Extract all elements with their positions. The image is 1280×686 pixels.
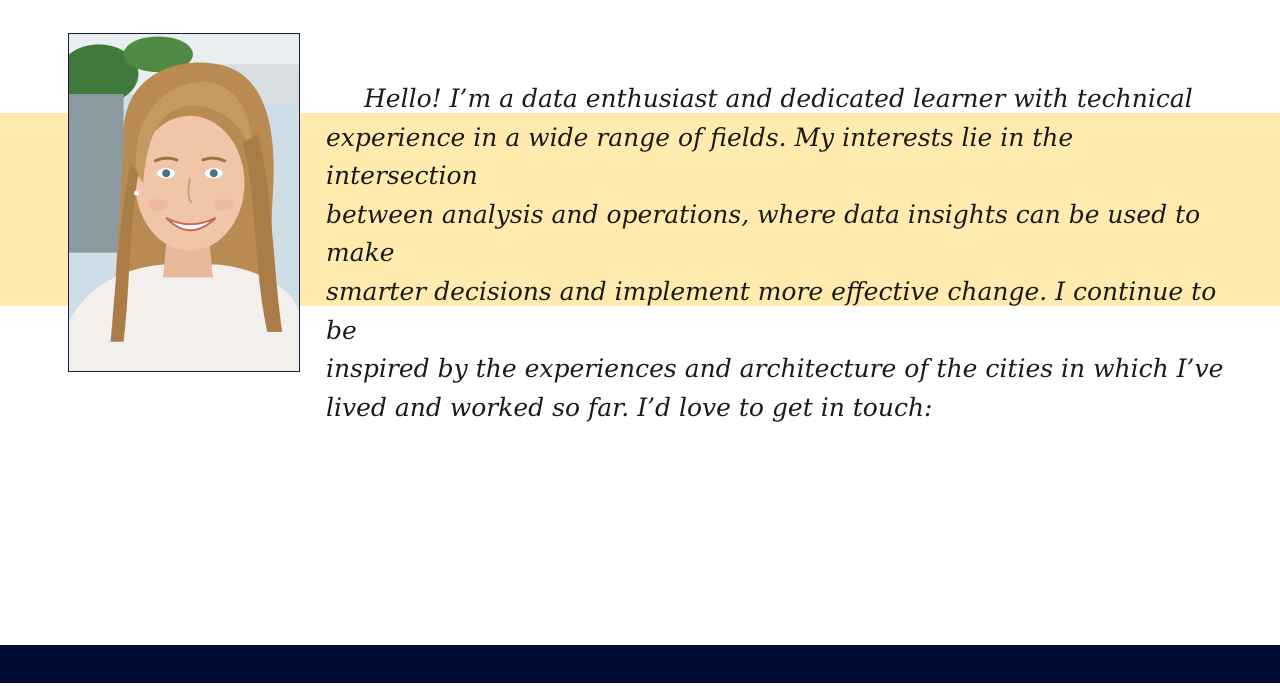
profile-photo (68, 33, 300, 372)
photo-dock (69, 94, 124, 253)
photo-earring (134, 191, 139, 196)
footer-bar (0, 645, 1280, 683)
bio-paragraph: Hello! I’m a data enthusiast and dedicated learner with technical experience in a wide range of fields. My interests lie in the intersection between analysis and operations, where data insights can be used to make smarter decisions and implement more effective change. I continue to be inspired by the experiences and architecture of the cities in which I’ve lived and worked so far. I’d love to get in touch: (326, 84, 1224, 422)
profile-photo-illustration (69, 34, 299, 371)
